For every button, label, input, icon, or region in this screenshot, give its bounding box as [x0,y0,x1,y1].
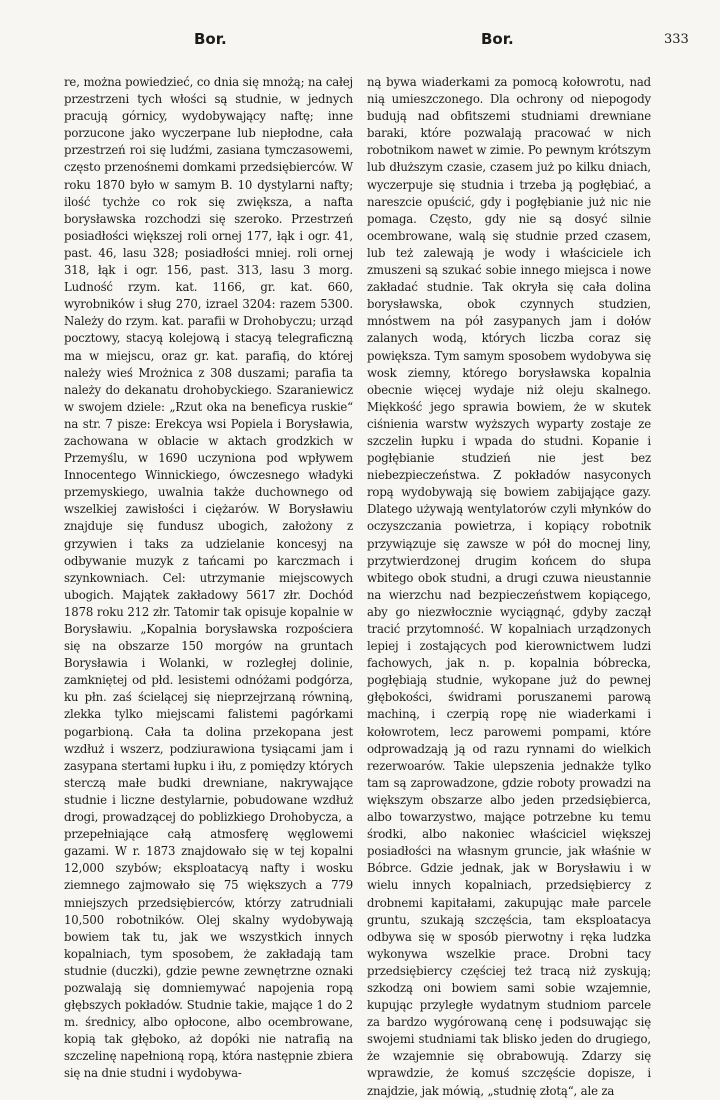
header-right-word: Bor. [481,30,514,48]
running-header [0,30,720,52]
left-column-text: re, można powiedzieć, co dnia się mnożą; na całej przestrzeni tych włości są studnie, w jednych pracują górnicy, wydobywający naftę; inne porzucone jako wyczerpane lub niepłodne, cała przestrzeń roi się ludźmi, zasiana tymczasowemi, często przenośnemi domkami przedsiębierców. W roku 1870 było w samym B. 10 dystylarni nafty; ilość tychże co rok się zwiększa, a nafta borysławska rozchodzi się szeroko. Przestrzeń posiadłości większej roli ornej 177, łąk i ogr. 41, past. 46, lasu 328; posiadłości mniej. roli ornej 318, łąk i ogr. 156, past. 313, lasu 3 morg. Ludność rzym. kat. 1166, gr. kat. 660, wyrobników i sług 270, izrael 3204: razem 5300. Należy do rzym. kat. parafii w Drohobyczu; urząd pocztowy, stacyą kolejową i stacyą telegraficzną ma w miejscu, oraz gr. kat. parafią, do której należy wieś Mrożnica z 308 duszami; parafia ta należy do dekanatu drohobyckiego. Szaraniewicz w swojem dziele: „Rzut oka na beneficya ruskie“ na str. 7 pisze: Erekcya wsi Popiela i Borysławia, zachowana w oblacie w aktach grodzkich w Przemyślu, w 1690 uczyniona pod wpływem Innocentego Winnickiego, ówczesnego władyki przemyskiego, uwalnia także duchownego od wszelkiej zawisłości i ciężarów. W Borysławiu znajduje się fundusz ubogich, założony z grzywien i taks za udzielanie koncesyj na odbywanie muzyk z tańcami po karczmach i szynkowniach. Cel: utrzymanie miejscowych ubogich. Majątek zakładowy 5617 złr. Dochód 1878 roku 212 złr. Tatomir tak opisuje kopalnie w Borysławiu. „Kopalnia borysławska rozpościera się na obszarze 150 morgów na gruntach Borysławia i Wolanki, w rozległej dolinie, zamkniętej od płd. lesistemi odnóżami podgórza, ku płn. zaś ścielącej się nieprzejrzaną równiną, zlekka tylko miejscami falistemi pagórkami pogarbioną. Cała ta dolina przekopana jest wzdłuż i wszerz, podziurawiona tysiącami jam i zasypana stertami łupku i iłu, z pomiędzy których sterczą małe budki drewniane, nakrywające studnie i liczne destylarnie, pobudowane wzdłuż drogi, prowadzącej do poblizkiego Drohobycza, a przepełniające całą atmosferę węglowemi gazami. W r. 1873 znajdowało się w tej kopalni 12,000 szybów; eksploatacyą nafty i wosku ziemnego zajmowało się 75 większych a 779 mniejszych przedsiębierców, którzy zatrudniali 10,500 robotników. Olej skalny wydobywają bowiem tak tu, jak we wszystkich innych kopalniach, tym sposobem, że zakładają tam studnie (duczki), gdzie pewne zewnętrzne oznaki pozwalają się domniemywać napojenia ropą głębszych pokładów. Studnie takie, mające 1 do 2 m. średnicy, albo opłocone, albo ocembrowane, kopią tak głęboko, aż dopóki nie natrafią na szczelinę napełnioną ropą, która następnie zbiera się na dnie studni i wydobywa- [64,75,353,1081]
right-column [367,74,651,1098]
right-column-text: ną bywa wiaderkami za pomocą kołowrotu, nad nią umieszczonego. Dla ochrony od niepogody budują nad obfitszemi studniami drewniane baraki, które pozwalają pracować w nich robotnikom nawet w zimie. Po pewnym krótszym lub dłuższym czasie, czasem już po kilku dniach, wyczerpuje się studnia i trzeba ją pogłębiać, a nareszcie opuścić, gdy i pogłębianie już nic nie pomaga. Często, gdy nie są dosyć silnie ocembrowane, walą się studnie przed czasem, lub też zalewają je wody i właściciele ich zmuszeni są szukać sobie innego miejsca i nowe zakładać studnie. Tak okryła się cała dolina borysławska, obok czynnych studzien, mnóstwem na pół zasypanych jam i dołów zalanych wodą, których liczba coraz się powiększa. Tym samym sposobem wydobywa się wosk ziemny, którego borysławska kopalnia obecnie więcej wydaje niż oleju skalnego. Miękkość jego sprawia bowiem, że w skutek ciśnienia warstw wyższych wyparty zostaje ze szczelin łupku i wpada do studni. Kopanie i pogłębianie studzień nie jest bez niebezpieczeństwa. Z pokładów nasyconych ropą wydobywają się bowiem zabijające gazy. Dlatego używają wentylatorów czyli młynków do oczyszczania powietrza, i kopiący robotnik przywiązuje się zawsze w pół do mocnej liny, przytwierdzonej drugim końcem do słupa wbitego obok studni, a drugi czuwa nieustannie na wierzchu nad bezpieczeństwem kopiącego, aby go niezwłocznie wyciągnąć, gdyby zaczął tracić przytomność. W kopalniach urządzonych lepiej i zostających pod kierownictwem ludzi fachowych, jak n. p. kopalnia bóbrecka, pogłębiają studnie, wykopane już do pewnej głębokości, świdrami poruszanemi parową machiną, i czerpią ropę nie wiaderkami i kołowrotem, lecz parowemi pompami, które odprowadzają ją od razu rynnami do wielkich rezerwoarów. Takie ulepszenia jednakże tylko tam są zaprowadzone, gdzie roboty prowadzi na większym obszarze albo jeden przedsiębierca, albo towarzystwo, mające potrzebne ku temu środki, albo nakoniec właściciel większej posiadłości na własnym gruncie, jak właśnie w Bóbrce. Gdzie jednak, jak w Borysławiu i w wielu innych kopalniach, przedsiębiercy z drobnemi kapitałami, zakupując małe parcele gruntu, szukają szczęścia, tam eksploatacya odbywa się w sposób pierwotny i ręka ludzka wykonywa wszelkie prace. Drobni tacy przedsiębiercy częściej też tracą niż zyskują; szkodzą oni bowiem sami sobie wzajemnie, kupując przyległe wydatnym studniom parcele za bardzo wygórowaną cenę i podsuwając się swojemi studniami tak blisko jeden do drugiego, że wzajemnie się obrabowują. Zdarzy się wprawdzie, że komuś szczęście dopisze, i znajdzie, jak mówią, „studnię złotą“, ale za [367,75,651,1098]
page-number: 333 [664,32,689,47]
header-left-word: Bor. [194,30,227,48]
left-column [64,74,353,1081]
